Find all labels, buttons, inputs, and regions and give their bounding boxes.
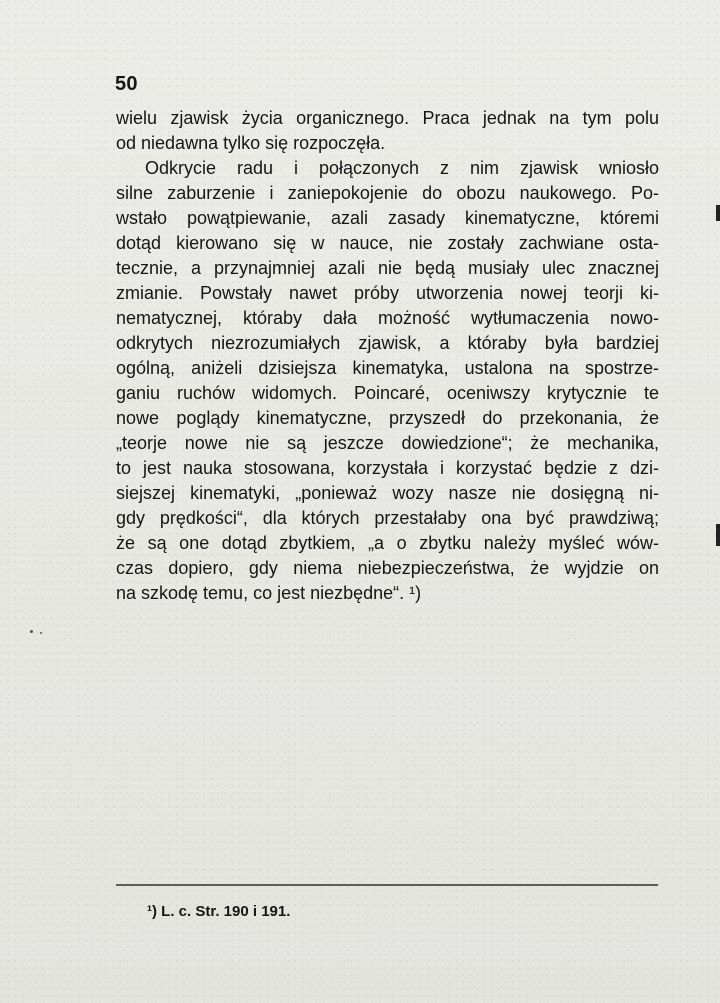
text-line: wstało powątpiewanie, azali zasady kinematyczne, któremi <box>116 208 659 228</box>
text-line: nowe poglądy kinematyczne, przyszedł do przekonania, że <box>116 408 659 428</box>
right-edge-scan-mark <box>716 205 720 221</box>
text-line: że są one dotąd zbytkiem, „a o zbytku należy myśleć wów- <box>116 533 659 553</box>
text-line: silne zaburzenie i zaniepokojenie do obozu naukowego. Po- <box>116 183 659 203</box>
text-line: siejszej kinematyki, „ponieważ wozy nasze nie dosięgną ni- <box>116 483 659 503</box>
text-line: tecznie, a przynajmniej azali nie będą musiały ulec znacznej <box>116 258 659 278</box>
text-line: wielu zjawisk życia organicznego. Praca jednak na tym polu <box>116 108 659 128</box>
text-line: czas dopiero, gdy niema niebezpieczeństwa, że wyjdzie on <box>116 558 659 578</box>
scan-speck <box>30 630 33 633</box>
footnote-rule <box>116 884 658 886</box>
text-line: „teorje nowe nie są jeszcze dowiedzione“; że mechanika, <box>116 433 659 453</box>
text-line: to jest nauka stosowana, korzystała i korzystać będzie z dzi- <box>116 458 659 478</box>
right-edge-scan-mark <box>716 524 720 546</box>
scan-speck <box>40 632 42 634</box>
text-line: ogólną, aniżeli dzisiejsza kinematyka, ustalona na spostrze- <box>116 358 659 378</box>
text-line: odkrytych niezrozumiałych zjawisk, a któraby była bardziej <box>116 333 659 353</box>
text-line: na szkodę temu, co jest niezbędne“. ¹) <box>116 583 422 603</box>
text-line: gdy prędkości“, dla których przestałaby ona być prawdziwą; <box>116 508 659 528</box>
text-line: od niedawna tylko się rozpoczęła. <box>116 133 386 153</box>
text-line: nematycznej, któraby dała możność wytłumaczenia nowo- <box>116 308 659 328</box>
body-text <box>116 106 659 606</box>
text-line: dotąd kierowano się w nauce, nie zostały zachwiane osta- <box>116 233 659 253</box>
text-line: ganiu ruchów widomych. Poincaré, oceniwszy krytycznie te <box>116 383 659 403</box>
page-number: 50 <box>115 73 138 95</box>
text-line: zmianie. Powstały nawet próby utworzenia nowej teorji ki- <box>116 283 659 303</box>
footnote: ¹) L. c. Str. 190 i 191. <box>147 903 291 920</box>
text-line: Odkrycie radu i połączonych z nim zjawisk wniosło <box>145 158 659 178</box>
